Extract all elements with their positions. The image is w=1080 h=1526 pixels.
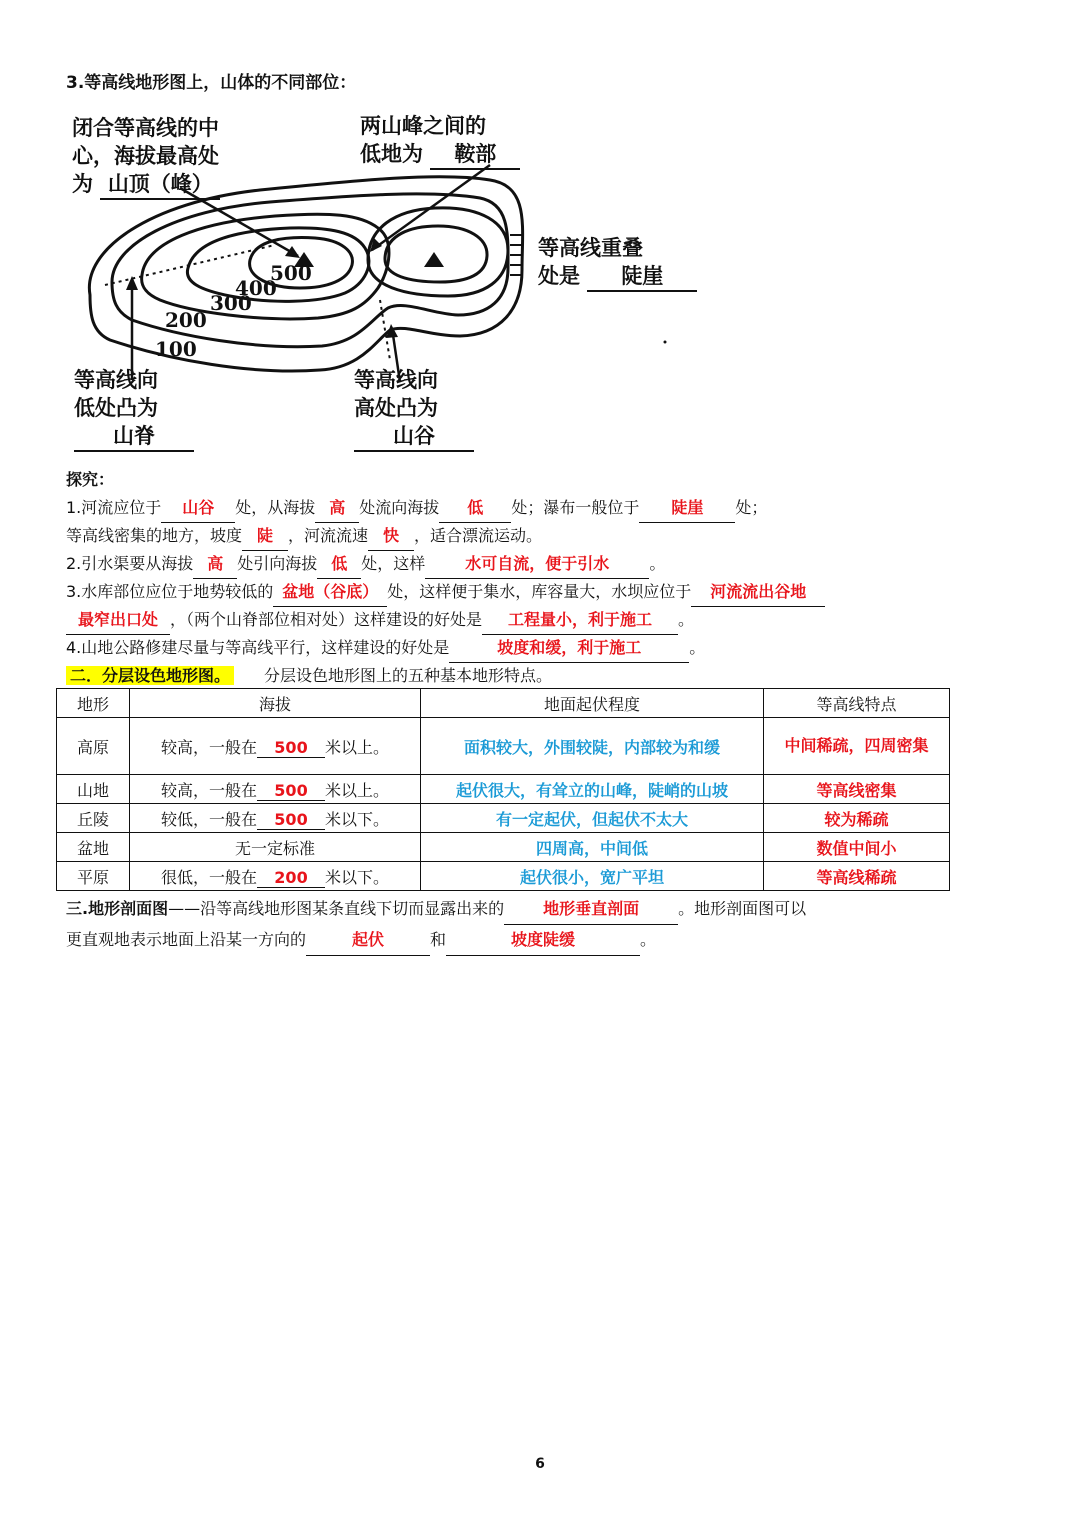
question-3b: 最窄出口处 ，（两个山脊部位相对处）这样建设的好处是 工程量小，利于施工 。 <box>66 606 966 634</box>
explore-section <box>66 466 966 690</box>
section-title-mountain-parts: 3.等高线地形图上，山体的不同部位： <box>66 73 357 93</box>
table-row: 丘陵 较低，一般在 500 米以下。 有一定起伏，但起伏不太大 较为稀疏 <box>57 804 950 833</box>
ridge-answer: 山脊 <box>74 422 194 452</box>
table-header: 地面起伏程度 <box>421 689 764 718</box>
table-header: 海拔 <box>130 689 421 718</box>
terrain-table <box>56 688 950 891</box>
table-header: 等高线特点 <box>764 689 950 718</box>
saddle-label: 两山峰之间的 低地为 鞍部 <box>360 112 520 170</box>
contour-label-200: 200 <box>165 308 207 332</box>
cliff-label: 等高线重叠 处是 陡崖 <box>538 234 697 292</box>
contour-label-300: 300 <box>210 291 252 315</box>
section-2-subtitle: 分层设色地形图上的五种基本地形特点。 <box>264 666 553 685</box>
question-2: 2.引水渠要从海拔 高 处引向海拔 低 处，这样 水可自流，便于引水 。 <box>66 550 966 578</box>
peak-label: 闭合等高线的中 心，海拔最高处 为 山顶（峰） <box>72 114 220 200</box>
contour-diagram <box>60 110 720 460</box>
page-number: 6 <box>535 1456 545 1472</box>
section-3-profile: 三.地形剖面图——沿等高线地形图某条直线下切而显露出来的 地形垂直剖面 。地形剖面图可以 更直观地表示地面上沿某一方向的 起伏 和 坡度陡缓 。 <box>66 894 966 956</box>
table-row: 盆地 无一定标准 四周高，中间低 数值中间小 <box>57 833 950 862</box>
question-1: 1.河流应位于 山谷 处，从海拔 高 处流向海拔 低 处；瀑布一般位于 陡崖 处； <box>66 494 966 522</box>
ridge-label: 等高线向 低处凸为 山脊 <box>74 366 194 452</box>
contour-label-100: 100 <box>155 337 197 361</box>
question-1b: 等高线密集的地方，坡度 陡 ，河流流速 快 ，适合漂流运动。 <box>66 522 966 550</box>
section-2-title: 二．分层设色地形图。 <box>66 666 234 685</box>
section-2-header <box>66 662 966 690</box>
explore-heading: 探究： <box>66 470 115 489</box>
cliff-answer: 陡崖 <box>587 262 697 292</box>
table-row: 山地 较高，一般在 500 米以上。 起伏很大，有耸立的山峰，陡峭的山坡 等高线密集 <box>57 775 950 804</box>
table-row: 高原 较高，一般在 500 米以上。 面积较大，外围较陡，内部较为和缓 中间稀疏，四周密集 <box>57 718 950 775</box>
table-header: 地形 <box>57 689 130 718</box>
valley-answer: 山谷 <box>354 422 474 452</box>
question-3: 3.水库部位应位于地势较低的 盆地（谷底） 处，这样便于集水，库容量大，水坝应位于 河流流出谷地 <box>66 578 966 606</box>
contour-label-400: 400 <box>235 276 277 300</box>
saddle-answer: 鞍部 <box>430 140 520 170</box>
valley-label: 等高线向 高处凸为 山谷 <box>354 366 474 452</box>
section-3-title: 三.地形剖面图 <box>66 899 169 918</box>
table-row: 平原 很低，一般在 200 米以下。 起伏很小，宽广平坦 等高线稀疏 <box>57 862 950 891</box>
question-4: 4.山地公路修建尽量与等高线平行，这样建设的好处是 坡度和缓，利于施工 。 <box>66 634 966 662</box>
peak-triangle-right <box>424 252 444 267</box>
peak-answer: 山顶（峰） <box>100 170 220 200</box>
contour-label-500: 500 <box>270 261 312 285</box>
table-header-row <box>57 689 950 718</box>
